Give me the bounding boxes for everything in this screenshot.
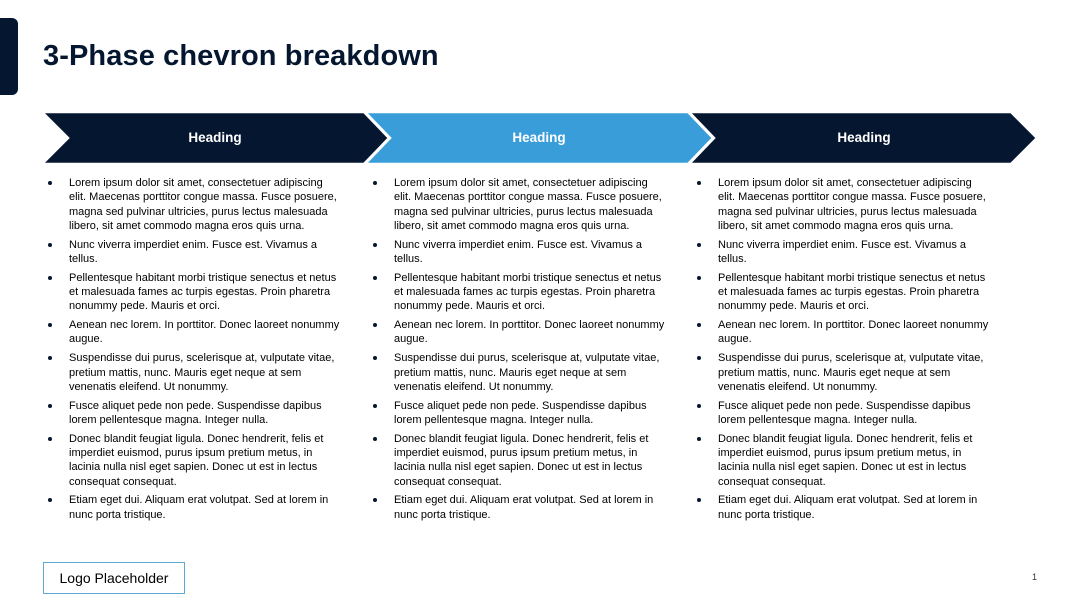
bullet-item: Suspendisse dui purus, scelerisque at, vulputate vitae, pretium mattis, nunc. Mauris eget neque at sem venenatis eleifend. Ut nonummy. [42, 351, 342, 394]
bullet-item: Suspendisse dui purus, scelerisque at, vulputate vitae, pretium mattis, nunc. Mauris eget neque at sem venenatis eleifend. Ut nonummy. [367, 351, 667, 394]
bullet-item: Lorem ipsum dolor sit amet, consectetuer adipiscing elit. Maecenas porttitor congue massa. Fusce posuere, magna sed pulvinar ultricies, purus lectus malesuada libero, sit amet commodo magna eros quis urna. [42, 176, 342, 233]
phase-2-content [367, 176, 667, 527]
bullet-item: Etiam eget dui. Aliquam erat volutpat. Sed at lorem in nunc porta tristique. [691, 493, 991, 522]
logo-placeholder [43, 562, 185, 594]
phase-3-content [691, 176, 991, 527]
logo-placeholder-label: Logo Placeholder [59, 570, 169, 586]
bullet-item: Etiam eget dui. Aliquam erat volutpat. Sed at lorem in nunc porta tristique. [42, 493, 342, 522]
bullet-item: Fusce aliquet pede non pede. Suspendisse dapibus lorem pellentesque magna. Integer nulla. [42, 399, 342, 428]
bullet-item: Pellentesque habitant morbi tristique senectus et netus et malesuada fames ac turpis egestas. Proin pharetra nonummy pede. Mauris et orci. [367, 271, 667, 314]
phase-3-heading: Heading [837, 130, 891, 145]
bullet-item: Donec blandit feugiat ligula. Donec hendrerit, felis et imperdiet euismod, purus ipsum pretium metus, in lacinia nulla nisl eget sapien. Donec ut est in lectus consequat consequat. [691, 432, 991, 489]
slide-title: 3-Phase chevron breakdown [43, 40, 439, 72]
phase-1-heading: Heading [188, 130, 242, 145]
bullet-item: Nunc viverra imperdiet enim. Fusce est. Vivamus a tellus. [367, 238, 667, 267]
bullet-item: Suspendisse dui purus, scelerisque at, vulputate vitae, pretium mattis, nunc. Mauris eget neque at sem venenatis eleifend. Ut nonummy. [691, 351, 991, 394]
bullet-item: Pellentesque habitant morbi tristique senectus et netus et malesuada fames ac turpis egestas. Proin pharetra nonummy pede. Mauris et orci. [42, 271, 342, 314]
bullet-item: Lorem ipsum dolor sit amet, consectetuer adipiscing elit. Maecenas porttitor congue massa. Fusce posuere, magna sed pulvinar ultricies, purus lectus malesuada libero, sit amet commodo magna eros quis urna. [367, 176, 667, 233]
phase-2-heading: Heading [512, 130, 566, 145]
page-number: 1 [1032, 572, 1038, 582]
bullet-item: Lorem ipsum dolor sit amet, consectetuer adipiscing elit. Maecenas porttitor congue massa. Fusce posuere, magna sed pulvinar ultricies, purus lectus malesuada libero, sit amet commodo magna eros quis urna. [691, 176, 991, 233]
bullet-item: Nunc viverra imperdiet enim. Fusce est. Vivamus a tellus. [691, 238, 991, 267]
bullet-item: Fusce aliquet pede non pede. Suspendisse dapibus lorem pellentesque magna. Integer nulla. [691, 399, 991, 428]
bullet-item: Etiam eget dui. Aliquam erat volutpat. Sed at lorem in nunc porta tristique. [367, 493, 667, 522]
bullet-item: Aenean nec lorem. In porttitor. Donec laoreet nonummy augue. [42, 318, 342, 347]
phase-3-bullet-list [691, 176, 991, 522]
phase-1-bullet-list [42, 176, 342, 522]
bullet-item: Donec blandit feugiat ligula. Donec hendrerit, felis et imperdiet euismod, purus ipsum pretium metus, in lacinia nulla nisl eget sapien. Donec ut est in lectus consequat consequat. [42, 432, 342, 489]
bullet-item: Fusce aliquet pede non pede. Suspendisse dapibus lorem pellentesque magna. Integer nulla. [367, 399, 667, 428]
bullet-item: Nunc viverra imperdiet enim. Fusce est. Vivamus a tellus. [42, 238, 342, 267]
phase-1-content [42, 176, 342, 527]
bullet-item: Aenean nec lorem. In porttitor. Donec laoreet nonummy augue. [691, 318, 991, 347]
bullet-item: Aenean nec lorem. In porttitor. Donec laoreet nonummy augue. [367, 318, 667, 347]
phase-2-bullet-list [367, 176, 667, 522]
bullet-item: Donec blandit feugiat ligula. Donec hendrerit, felis et imperdiet euismod, purus ipsum pretium metus, in lacinia nulla nisl eget sapien. Donec ut est in lectus consequat consequat. [367, 432, 667, 489]
bullet-item: Pellentesque habitant morbi tristique senectus et netus et malesuada fames ac turpis egestas. Proin pharetra nonummy pede. Mauris et orci. [691, 271, 991, 314]
